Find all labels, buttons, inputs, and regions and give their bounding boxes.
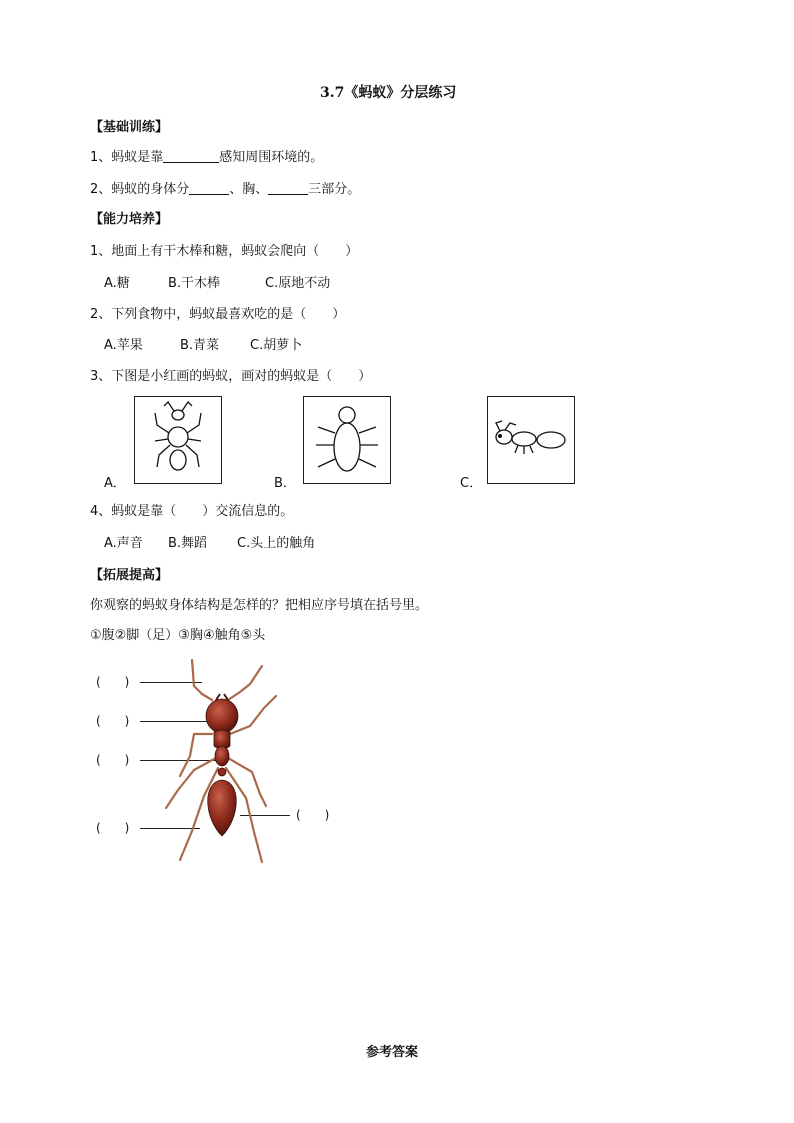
option-a[interactable]: A.糖 — [104, 276, 130, 291]
extension-question: 你观察的蚂蚁身体结构是怎样的？把相应序号填在括号里。 — [90, 598, 429, 613]
basic-q2-text-before: 2、蚂蚁的身体分 — [90, 182, 190, 197]
option-c[interactable]: C.原地不动 — [265, 276, 331, 291]
ant-illustration-icon — [150, 656, 280, 866]
ability-question-4: 4、蚂蚁是靠（ ）交流信息的。 — [90, 504, 294, 519]
ant-drawing-c[interactable] — [487, 396, 575, 484]
label-blank-antenna[interactable]: ( ) — [96, 675, 130, 689]
label-blank-abdomen[interactable]: ( ) — [296, 808, 330, 822]
answer-key-heading: 参考答案 — [366, 1045, 419, 1060]
option-b-label[interactable]: B． — [274, 476, 296, 491]
option-c-label[interactable]: C． — [460, 476, 483, 491]
option-b[interactable]: B.干木棒 — [168, 276, 221, 291]
ability-question-1: 1、地面上有干木棒和糖，蚂蚁会爬向（ ） — [90, 244, 359, 259]
section-ability-heading: 【能力培养】 — [90, 212, 169, 227]
basic-question-2 — [90, 178, 360, 197]
ant-sketch-six-legs-icon — [135, 397, 221, 483]
answer-blank[interactable] — [268, 181, 308, 195]
label-blank-head[interactable]: ( ) — [96, 714, 130, 728]
answer-blank[interactable] — [189, 181, 229, 195]
basic-q1-text-before: 1、蚂蚁是靠 — [90, 150, 164, 165]
option-b[interactable]: B.舞蹈 — [168, 536, 208, 551]
option-a-label[interactable]: A． — [104, 476, 126, 491]
option-a[interactable]: A.苹果 — [104, 338, 143, 353]
option-a[interactable]: A.声音 — [104, 536, 143, 551]
section-extension-heading: 【拓展提高】 — [90, 568, 169, 583]
option-c[interactable]: C.胡萝卜 — [250, 338, 303, 353]
label-blank-thorax[interactable]: ( ) — [96, 753, 130, 767]
ability-question-2: 2、下列食物中，蚂蚁最喜欢吃的是（ ） — [90, 307, 346, 322]
ant-drawing-a[interactable] — [134, 396, 222, 484]
label-blank-leg[interactable]: ( ) — [96, 821, 130, 835]
basic-q2-text-after: 三部分。 — [308, 182, 361, 197]
basic-q2-text-mid: 、胸、 — [229, 182, 269, 197]
ant-sketch-side-view-icon — [488, 397, 574, 483]
ability-question-3: 3、下图是小红画的蚂蚁，画对的蚂蚁是（ ） — [90, 369, 372, 384]
ant-sketch-two-segment-icon — [304, 397, 390, 483]
ant-drawing-b[interactable] — [303, 396, 391, 484]
page-title: 3.7《蚂蚁》分层练习 — [320, 85, 457, 101]
option-b[interactable]: B.青菜 — [180, 338, 220, 353]
section-basic-heading: 【基础训练】 — [90, 120, 169, 135]
basic-q1-text-after: 感知周围环境的。 — [219, 150, 324, 165]
extension-choices: ①腹②脚（足）③胸④触角⑤头 — [90, 628, 266, 643]
option-c[interactable]: C.头上的触角 — [237, 536, 316, 551]
answer-blank[interactable] — [163, 149, 219, 163]
basic-question-1 — [90, 146, 323, 165]
